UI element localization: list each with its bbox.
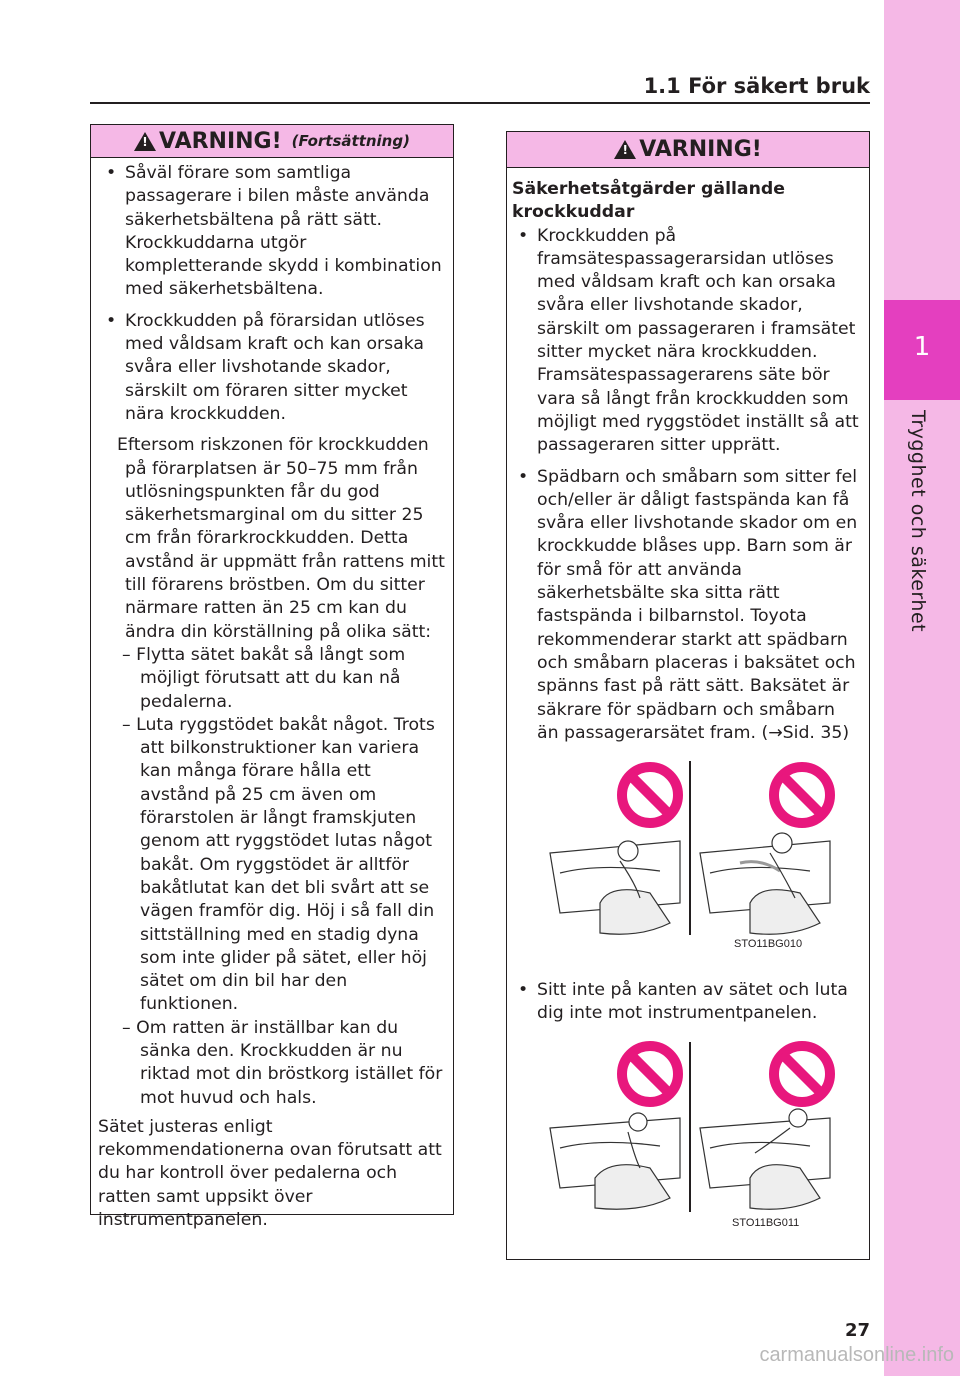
figure-code: STO11BG010 xyxy=(734,938,803,951)
dash-text: Luta ryggstödet bakåt något. Trots att bilkonstruktioner kan variera kan många förare hålla ett avstånd på 25 cm även om förarstolen är långt framskjuten genom att ryggstödet lutas något bakåt. Om ryggstödet är alltför bakåtlutat kan det bli svårt att se vägen framför dig. Höj i så fall din sittställning med en stadig dyna som inte glider på sätet, eller höj sätet om din bil har den funktionen. xyxy=(136,714,435,1015)
list-item: • Krockkudden på förarsidan utlöses med våldsam kraft och kan orsaka svåra eller livshotande skador, särskilt om föraren sitter mycket nära krockkudden. xyxy=(106,310,425,424)
warning-title: VARNING! xyxy=(639,137,762,162)
prohibition-icon xyxy=(622,767,678,823)
warning-triangle-icon: ! xyxy=(134,132,156,151)
bullet-text: Krockkudden på förarsidan utlöses med våldsam kraft och kan orsaka svåra eller livshotande skador, särskilt om föraren sitter mycket nära krockkudden. xyxy=(125,310,425,424)
dash-text: Om ratten är inställbar kan du sänka den. Krockkudden är nu riktad mot din bröstkorg istället för mot huvud och hals. xyxy=(136,1017,443,1108)
warning-header xyxy=(507,132,869,168)
bullet-text: Såväl förare som samtliga passagerare i bilen måste använda säkerhetsbältena på rätt sätt. Krockkuddarna utgör kompletterande skydd i kombination med säkerhetsbältena. xyxy=(125,163,442,300)
warning-header xyxy=(91,125,453,158)
bullet-text: Krockkudden på framsätespassagerarsidan utlöses med våldsam kraft och kan orsaka svåra eller livshotande skador, särskilt om passageraren i framsätet sitter mycket nära krockkudden. Framsätespassagerarens säte bör vara så långt från krockkudden som möjligt med ryggstödet inställt så att passageraren sitter upprätt. xyxy=(537,225,859,456)
bullet-text: Spädbarn och småbarn som sitter fel och/eller är dåligt fastspända kan få svåra eller livshotande skador om en krockkudde blåses upp. Barn som är för små för att använda säkerhetsbälte ska sitta rätt fastspända i bilbarnstol. Toyota rekommenderar starkt att spädbarn och småbarn placeras i baksätet och spänns fast på rätt sätt. Baksätet är säkrare för spädbarn och småbarn än passagerarsätet fram. (→Sid. 35) xyxy=(537,466,858,743)
warning-subheading: Säkerhetsåtgärder gällande krockkuddar xyxy=(512,179,785,223)
list-item: • Såväl förare som samtliga passagerare i bilen måste använda säkerhetsbältena på rätt sätt. Krockkuddarna utgör kompletterande skydd i kombination med säkerhetsbältena. xyxy=(106,163,442,300)
dash-text: Flytta sätet bakåt så långt som möjligt förutsatt att du kan nå pedalerna. xyxy=(136,644,406,712)
list-item: – Luta ryggstödet bakåt något. Trots att bilkonstruktioner kan variera kan många förare hålla ett avstånd på 25 cm även om förarstolen är långt framskjuten genom att ryggstödet lutas något bakåt. Om ryggstödet är alltför bakåtlutat kan det bli svårt att se vägen framför dig. Höj i så fall din sittställning med en stadig dyna som inte glider på sätet, eller höj sätet om din bil har den funktionen. xyxy=(122,714,435,1015)
header-divider xyxy=(90,102,870,104)
warning-content xyxy=(91,158,453,1232)
prohibition-icon xyxy=(774,1046,830,1102)
chapter-label: Trygghet och säkerhet xyxy=(907,410,929,633)
warning-title: VARNING! xyxy=(159,128,282,154)
section-title: 1.1 För säkert bruk xyxy=(643,74,870,98)
airbag-prohibition-illustration xyxy=(540,753,840,953)
prohibition-icon xyxy=(774,767,830,823)
warning-box-airbags xyxy=(506,131,870,1260)
closing-paragraph: Sätet justeras enligt rekommendationerna ovan förutsatt att du har kontroll över pedalerna och ratten samt uppsikt över instrumentpanelen. xyxy=(98,1116,442,1231)
warning-triangle-icon: ! xyxy=(614,140,636,159)
chapter-tab-strip xyxy=(884,0,960,1376)
warning-box-continued xyxy=(90,124,454,1231)
seat-edge-prohibition-illustration xyxy=(540,1038,840,1228)
chapter-number: 1 xyxy=(913,332,931,362)
warning-content xyxy=(507,168,869,1238)
list-item: – Flytta sätet bakåt så långt som möjligt förutsatt att du kan nå pedalerna. xyxy=(122,644,406,712)
warning-continuation-note: (Fortsättning) xyxy=(291,132,410,150)
list-item: – Om ratten är inställbar kan du sänka den. Krockkudden är nu riktad mot din bröstkorg istället för mot huvud och hals. xyxy=(122,1017,443,1108)
list-item: • Spädbarn och småbarn som sitter fel och/eller är dåligt fastspända kan få svåra eller livshotande skador om en krockkudde blåses upp. Barn som är för små för att använda säkerhetsbälte ska sitta rätt fastspända i bilbarnstol. Toyota rekommenderar starkt att spädbarn och småbarn placeras i baksätet och spänns fast på rätt sätt. Baksätet är säkrare för spädbarn och småbarn än passagerarsätet fram. (→Sid. 35) xyxy=(518,466,858,743)
list-item: • Sitt inte på kanten av sätet och luta dig inte mot instrumentpanelen. xyxy=(518,980,848,1024)
watermark: carmanualsonline.info xyxy=(759,1344,954,1366)
explanation-paragraph: Eftersom riskzonen för krockkudden på förarplatsen är 50–75 mm från utlösningspunkten får du god säkerhetsmarginal om du sitter 25 cm från förarkrockkudden. Detta avstånd är uppmätt från rattens mitt till förarens bröstben. Om du sitter närmare ratten än 25 cm kan du ändra din körställning på olika sätt: xyxy=(117,435,445,642)
figure-code: STO11BG011 xyxy=(732,1216,800,1229)
bullet-text: Sitt inte på kanten av sätet och luta dig inte mot instrumentpanelen. xyxy=(537,980,848,1024)
page-number: 27 xyxy=(844,1320,870,1341)
prohibition-icon xyxy=(622,1046,678,1102)
illustration-wrong-positions-2 xyxy=(512,1038,861,1238)
list-item: • Krockkudden på framsätespassagerarsidan utlöses med våldsam kraft och kan orsaka svåra eller livshotande skador, särskilt om passageraren i framsätet sitter mycket nära krockkudden. Framsätespassagerarens säte bör vara så långt från krockkudden som möjligt med ryggstödet inställt så att passageraren sitter upprätt. xyxy=(518,225,859,456)
illustration-wrong-positions-1 xyxy=(512,753,861,961)
